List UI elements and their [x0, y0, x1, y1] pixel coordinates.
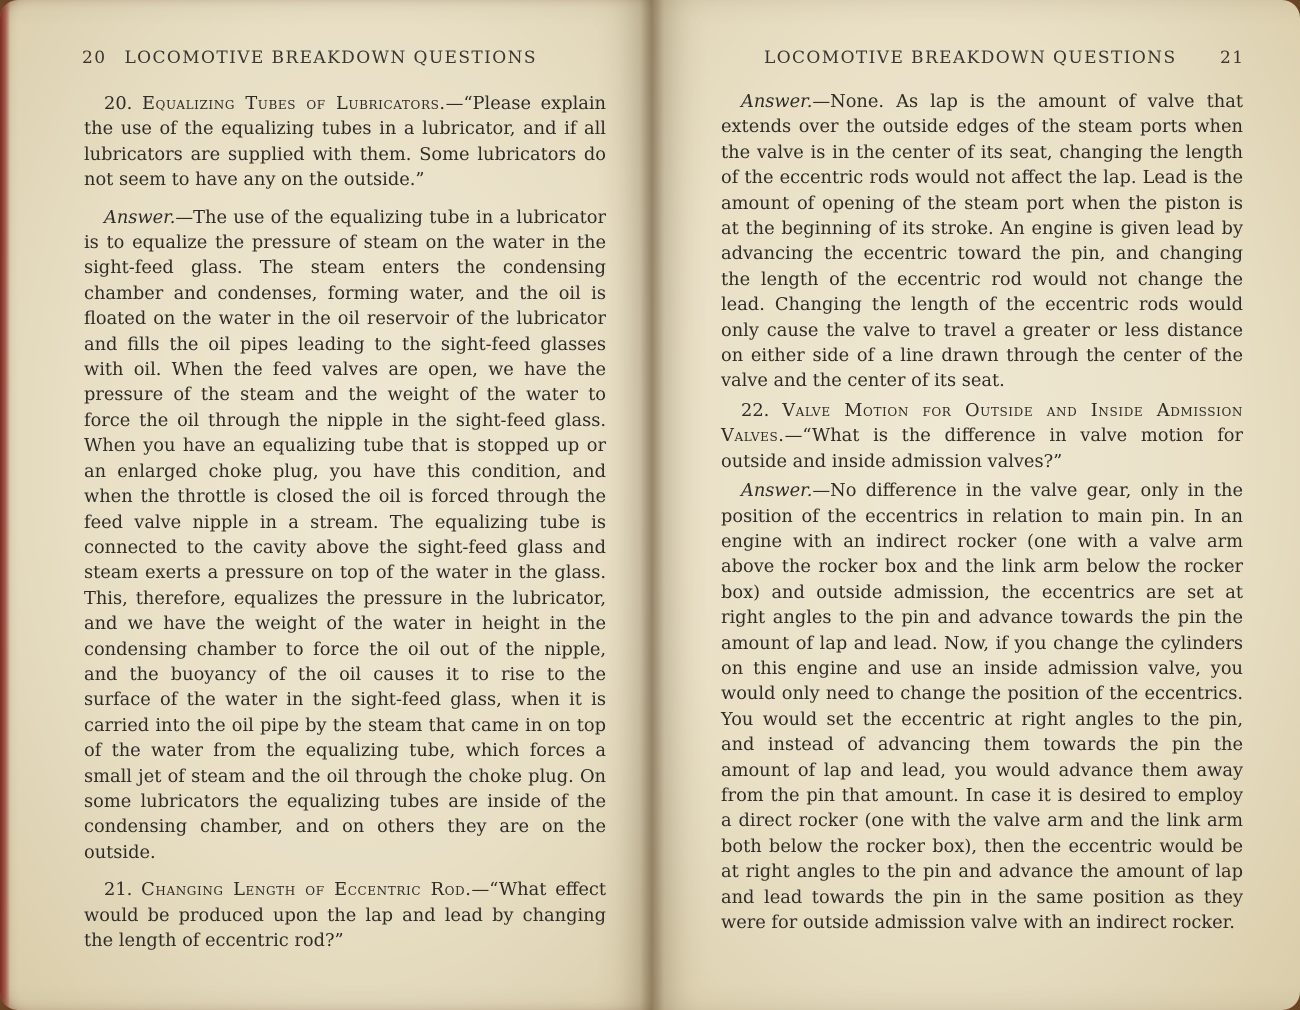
question-number: 21. [104, 879, 133, 901]
page-number: 21 [1220, 48, 1245, 68]
answer-label: Answer. [741, 480, 813, 502]
running-head: LOCOMOTIVE BREAKDOWN QUESTIONS [764, 48, 1177, 68]
question-text: —“What effect would be produced upon the lap and lead by changing the length of eccentric rod?” [84, 879, 607, 951]
answer-label: Answer. [741, 91, 813, 112]
answer-text: —The use of the equalizing tube in a lubricator is to equalize the pressure of steam on the water in the sight-feed glass. The steam enters the condensing chamber and condenses, forming water, and the oil is floated on the water in the oil reservoir of the lubricator and fills the oil pipes leading to the sight-feed glasses with oil. When the feed valves are open, we have the pressure of the steam and the weight of the water to force the oil through the nipple in the sight-feed glass. When you have an equalizing tube that is stopped up or an enlarged choke plug, you have this condition, and when the throttle is closed the oil is forced through the feed valve nipple in a stream. The equalizing tube is connected to the cavity above the sight-feed glass and steam exerts a pressure on top of the water in the glass. This, therefore, equalizes the pressure in the lubricator, and we have the weight of the water in height in the condensing chamber to force the oil out of the nipple, and the buoyancy of the oil causes it to rise to the surface of the water in the sight-feed glass, when it is carried into the oil pipe by the steam that came in on top of the water from the equalizing tube, which forces a small jet of steam and the oil through the choke plug. On some lubricators the equalizing tubes are inside of the condensing chamber, and on others they are on the outside. [84, 206, 606, 863]
question-20 [84, 91, 606, 193]
question-title: Valve Motion for Outside and Inside Admission Valves. [721, 399, 1243, 447]
answer-20 [84, 205, 606, 866]
question-title: Changing Length of Eccentric Rod. [141, 879, 472, 901]
page-edge [0, 0, 10, 1010]
left-page-header [82, 48, 582, 68]
running-head: LOCOMOTIVE BREAKDOWN QUESTIONS [124, 48, 537, 68]
left-page-body [84, 91, 606, 953]
book-gutter [640, 0, 664, 1010]
answer-21 [721, 89, 1243, 394]
answer-22 [721, 478, 1243, 935]
right-page-header [764, 48, 1244, 68]
answer-text: —None. As lap is the amount of valve that extends over the outside edges of the steam ports when the valve is in the center of its seat, changing the length of the eccentric rods would not affect the lap. Lead is the amount of opening of the steam port when the piston is at the beginning of its stroke. An engine is given lead by advancing the eccentric toward the pin, and changing the length of the eccentric rod would not change the lead. Changing the length of the eccentric rods would only cause the valve to travel a greater or less distance on either side of a line drawn through the center of the valve and the center of its seat. [721, 91, 1243, 392]
page-number: 20 [82, 48, 107, 68]
right-page [652, 0, 1300, 1010]
answer-text: —No difference in the valve gear, only in the position of the eccentrics in relation to main pin. In an engine with an indirect rocker (one with a valve arm above the rocker box and the link arm below the rocker box) and outside admission, the eccentrics are set at right angles to the pin and advance towards the pin the amount of lap and lead. Now, if you change the cylinders on this engine and use an inside admission valve, you would only need to change the position of the eccentrics. You would set the eccentric at right angles to the pin, and instead of advancing them towards the pin the amount of lap and lead, you would advance them away from the pin that amount. In case it is desired to employ a direct rocker (one with the valve arm and the link arm both below the rocker box), then the eccentric would be at right angles to the pin and advance the amount of lap and lead towards the pin in the same position as they were for outside admission valve with an indirect rocker. [721, 480, 1243, 933]
question-text: —“What is the difference in valve motion for outside and inside admission valves?” [721, 425, 1243, 472]
question-number: 22. [741, 399, 770, 421]
answer-label: Answer. [104, 206, 176, 228]
question-21 [84, 877, 606, 953]
question-text: —“Please explain the use of the equalizing tubes in a lubricator, and if all lubricators are supplied with them. Some lubricators do not seem to have any on the outside.” [84, 93, 606, 191]
question-22 [721, 398, 1243, 474]
question-title: Equalizing Tubes of Lubricators. [141, 93, 446, 114]
question-number: 20. [104, 93, 133, 114]
right-page-body [721, 89, 1243, 935]
